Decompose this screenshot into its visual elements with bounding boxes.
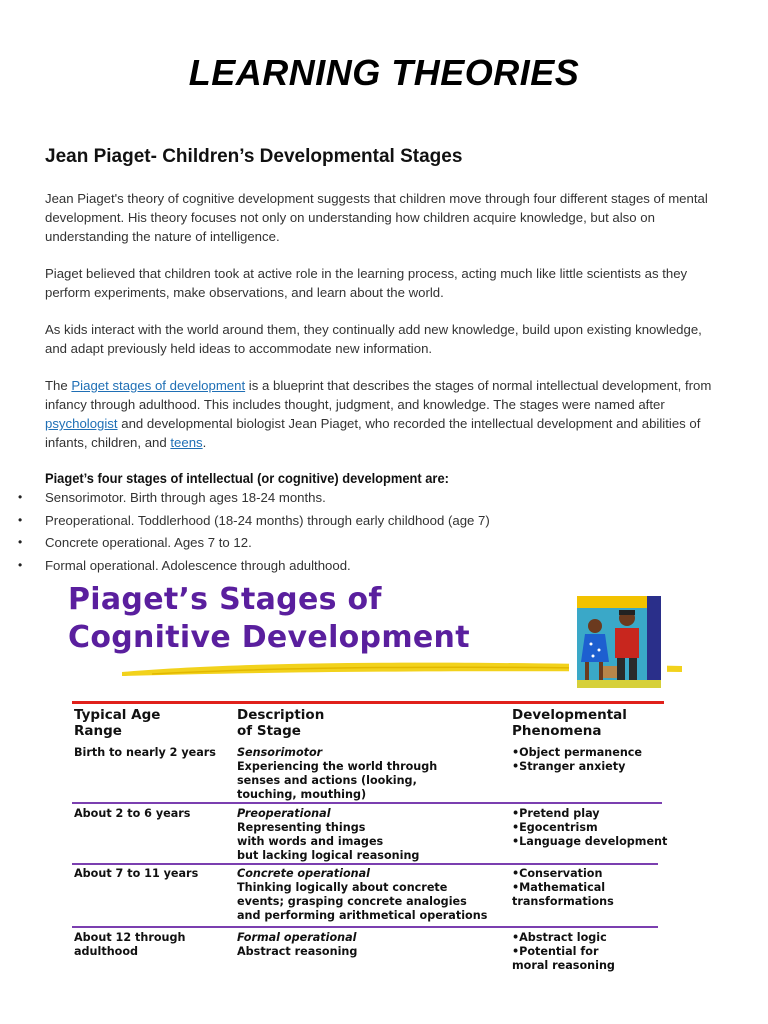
cell-line: About 2 to 6 years (74, 807, 191, 820)
stage-item-text: Sensorimotor. Birth through ages 18-24 months. (45, 490, 326, 505)
textbook-cover-icon (569, 592, 667, 690)
table-row-1-age (74, 746, 216, 760)
cell-line: •Mathematical (512, 881, 606, 894)
cell-line: About 12 through (74, 931, 186, 944)
table-row-2-age (74, 807, 190, 821)
cell-line: but lacking logical reasoning (237, 849, 420, 862)
paragraph-blueprint (45, 376, 725, 452)
header-phen-line2: Phenomena (512, 723, 602, 739)
cell-line: •Egocentrism (512, 821, 598, 834)
text-segment: and developmental biologist Jean Piaget, who recorded the intellectual development and abilities of infants, children, and (45, 416, 701, 450)
cell-line: Birth to nearly 2 years (74, 746, 216, 759)
cell-line: senses and actions (looking, (237, 774, 417, 787)
header-desc-line1: Description (237, 707, 325, 723)
cell-line: About 7 to 11 years (74, 867, 199, 880)
document-title: LEARNING THEORIES (188, 52, 580, 93)
table-row-2-desc (237, 807, 419, 863)
bullet-icon: • (18, 490, 23, 504)
cell-line: Abstract reasoning (237, 945, 358, 958)
header-age-range (74, 707, 160, 739)
paragraph-intro: Jean Piaget's theory of cognitive development suggests that children move through four different stages of mental development. His theory focuses not only on understanding how children acquire knowledge, but also on understanding the nature of intelligence. (45, 191, 708, 244)
list-item (0, 556, 490, 579)
stage-name: Sensorimotor (237, 746, 323, 759)
cell-line: •Stranger anxiety (512, 760, 626, 773)
cell-line: •Conservation (512, 867, 603, 880)
teens-link[interactable]: teens (170, 435, 203, 450)
stages-list (0, 488, 490, 578)
cell-line: •Object permanence (512, 746, 643, 759)
table-row-3-phen (512, 867, 614, 909)
table-row-3-age (74, 867, 198, 881)
cell-line: and performing arithmetical operations (237, 909, 488, 922)
cell-line: adulthood (74, 945, 139, 958)
table-row-4-phen (512, 931, 615, 973)
paragraph-interaction: As kids interact with the world around them, they continually add new knowledge, build upon existing knowledge, and adapt previously held ideas to accommodate new information. (45, 322, 702, 356)
row-divider (72, 863, 658, 865)
text-segment: The (45, 378, 72, 393)
header-age-line2: Range (74, 723, 122, 739)
cell-line: transformations (512, 895, 614, 908)
table-row-2-phen (512, 807, 667, 849)
header-desc-line2: of Stage (237, 723, 301, 739)
stage-item-text: Formal operational. Adolescence through adulthood. (45, 557, 351, 573)
cell-line: moral reasoning (512, 959, 615, 972)
table-top-rule (72, 701, 664, 704)
text-segment: . (202, 435, 207, 450)
stage-item-text: Preoperational. Toddlerhood (18-24 months) through early childhood (age 7) (45, 512, 490, 528)
figure-title-line2: Cognitive Development (68, 620, 470, 655)
header-phen-line1: Developmental (512, 707, 627, 723)
piaget-stages-link[interactable]: Piaget stages of development (71, 378, 246, 393)
cell-line: •Potential for (512, 945, 599, 958)
stages-list-heading: Piaget’s four stages of intellectual (or cognitive) development are: (45, 470, 449, 486)
cell-line: Experiencing the world through (237, 760, 438, 773)
row-divider (72, 802, 662, 804)
table-row-3-desc (237, 867, 487, 923)
header-description (237, 707, 324, 739)
table-row-4-desc (237, 931, 357, 959)
header-age-line1: Typical Age (74, 707, 161, 723)
stage-name: Preoperational (237, 807, 331, 820)
cell-line: events; grasping concrete analogies (237, 895, 467, 908)
list-item (0, 533, 490, 556)
table-row-1-phen (512, 746, 642, 774)
table-row-4-age (74, 931, 185, 959)
stage-item-text: Concrete operational. Ages 7 to 12. (45, 535, 252, 550)
paragraph-active-role: Piaget believed that children took at active role in the learning process, acting much like little scientists as they perform experiments, make observations, and learn about the world. (45, 266, 688, 300)
cell-line: •Pretend play (512, 807, 600, 820)
bullet-icon: • (18, 512, 23, 527)
bullet-icon: • (18, 535, 23, 549)
cell-line: Representing things (237, 821, 366, 834)
section-heading: Jean Piaget- Children’s Developmental Stages (45, 146, 463, 167)
cell-line: with words and images (237, 835, 384, 848)
list-item (0, 488, 490, 511)
header-phenomena (512, 707, 627, 739)
psychologist-link[interactable]: psychologist (45, 416, 118, 431)
stage-name: Concrete operational (237, 867, 370, 880)
cell-line: •Language development (512, 835, 668, 848)
piaget-stages-figure (62, 582, 682, 982)
cell-line: •Abstract logic (512, 931, 607, 944)
stage-name: Formal operational (237, 931, 357, 944)
bullet-icon: • (18, 557, 23, 572)
text-segment: is a blueprint that describes the stages of normal intellectual development, from infancy through adulthood. This includes thought, judgment, and knowledge. The stages were named after (45, 378, 712, 412)
figure-title-line1: Piaget’s Stages of (68, 582, 382, 617)
row-divider (72, 926, 658, 928)
cell-line: touching, mouthing) (237, 788, 367, 801)
cell-line: Thinking logically about concrete (237, 881, 448, 894)
list-item (0, 511, 490, 534)
table-row-1-desc (237, 746, 437, 802)
